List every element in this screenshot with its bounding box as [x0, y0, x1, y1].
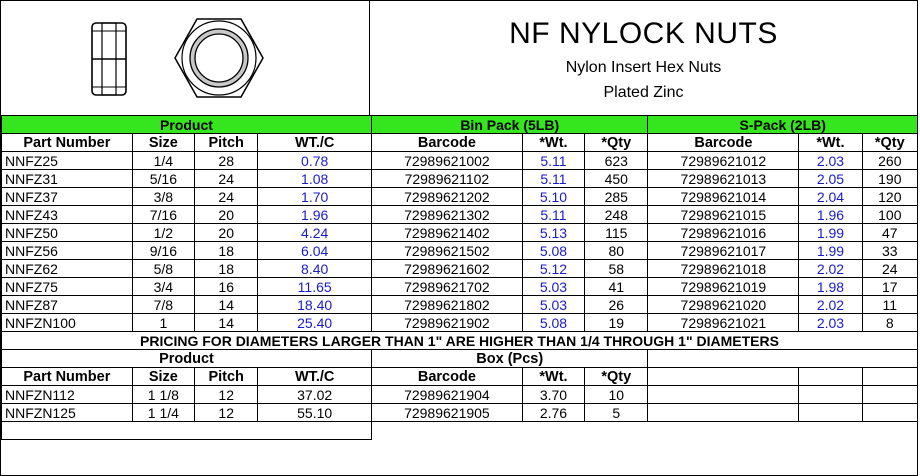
cell-bin-weight: 5.03: [522, 278, 584, 296]
cell-weight-per-c: 6.04: [258, 242, 372, 260]
cell-weight-per-c: 1.96: [258, 206, 372, 224]
col-box-weight: *Wt.: [522, 368, 584, 386]
cell-part-number: NNFZ87: [2, 296, 133, 314]
cell-bin-weight: 5.13: [522, 224, 584, 242]
cell-pitch: 16: [195, 278, 258, 296]
cell-spack-weight: 2.04: [799, 188, 862, 206]
cell-bin-weight: 5.03: [522, 296, 584, 314]
large-column-header-row: [2, 368, 918, 386]
cell-spack-qty: 17: [862, 278, 917, 296]
cell-spack-qty: 260: [862, 152, 917, 170]
cell-bin-qty: 19: [585, 314, 648, 332]
cell-part-number: NNFZ43: [2, 206, 133, 224]
cell-bin-barcode: 72989621402: [371, 224, 522, 242]
cell-weight-per-c: 55.10: [258, 404, 372, 422]
cell-spack-qty: 120: [862, 188, 917, 206]
cell-spack-qty: 11: [862, 296, 917, 314]
cell-spack-weight: 1.99: [799, 224, 862, 242]
col-box-qty: *Qty: [585, 368, 648, 386]
cell-spack-weight: 1.96: [799, 206, 862, 224]
cell-pitch: 20: [195, 224, 258, 242]
cell-bin-weight: 5.12: [522, 260, 584, 278]
cell-box-qty: 5: [585, 404, 648, 422]
cell-bin-barcode: 72989621302: [371, 206, 522, 224]
cell-bin-qty: 80: [585, 242, 648, 260]
cell-spack-qty: 100: [862, 206, 917, 224]
cell-spack-qty: 190: [862, 170, 917, 188]
cell-spack-weight: 1.99: [799, 242, 862, 260]
col-part-number: Part Number: [2, 134, 133, 152]
cell-pitch: 18: [195, 242, 258, 260]
trailing-row: [2, 422, 918, 440]
col-weight-per-c: WT./C: [258, 134, 372, 152]
cell-spack-weight: 2.05: [799, 170, 862, 188]
cell-bin-weight: 5.11: [522, 152, 584, 170]
col-box-barcode: Barcode: [371, 368, 522, 386]
cell-bin-barcode: 72989621002: [371, 152, 522, 170]
cell-bin-qty: 450: [585, 170, 648, 188]
cell-weight-per-c: 18.40: [258, 296, 372, 314]
cell-bin-qty: 623: [585, 152, 648, 170]
cell-pitch: 14: [195, 314, 258, 332]
cell-bin-barcode: 72989621702: [371, 278, 522, 296]
cell-size: 1 1/4: [132, 404, 194, 422]
large-product-header: Product: [2, 350, 372, 368]
cell-box-weight: 3.70: [522, 386, 584, 404]
cell-spack-barcode: 72989621018: [648, 260, 799, 278]
empty-cell: [799, 368, 862, 386]
cell-weight-per-c: 0.78: [258, 152, 372, 170]
box-pcs-header: Box (Pcs): [371, 350, 647, 368]
empty-cell: [648, 404, 799, 422]
cell-spack-barcode: 72989621017: [648, 242, 799, 260]
cell-pitch: 12: [195, 386, 258, 404]
table-row: [2, 296, 918, 314]
cell-spack-barcode: 72989621019: [648, 278, 799, 296]
cell-pitch: 24: [195, 170, 258, 188]
spec-table: [1, 115, 918, 440]
col-bin-qty: *Qty: [585, 134, 648, 152]
cell-part-number: NNFZN100: [2, 314, 133, 332]
cell-pitch: 18: [195, 260, 258, 278]
cell-bin-weight: 5.08: [522, 242, 584, 260]
cell-size: 9/16: [132, 242, 194, 260]
cell-bin-qty: 41: [585, 278, 648, 296]
cell-box-barcode: 72989621904: [371, 386, 522, 404]
table-row: [2, 404, 918, 422]
table-row: [2, 278, 918, 296]
cell-part-number: NNFZ62: [2, 260, 133, 278]
cell-bin-weight: 5.11: [522, 206, 584, 224]
cell-spack-qty: 24: [862, 260, 917, 278]
pricing-note-row: [2, 332, 918, 350]
cell-box-qty: 10: [585, 386, 648, 404]
cell-weight-per-c: 1.70: [258, 188, 372, 206]
cell-spack-qty: 33: [862, 242, 917, 260]
col-bin-weight: *Wt.: [522, 134, 584, 152]
large-group-header-row: [2, 350, 918, 368]
cell-weight-per-c: 37.02: [258, 386, 372, 404]
group-header-row: [2, 116, 918, 134]
cell-bin-qty: 248: [585, 206, 648, 224]
col-part-number: Part Number: [2, 368, 133, 386]
empty-cell: [799, 404, 862, 422]
empty-cell: [648, 386, 799, 404]
table-row: [2, 170, 918, 188]
cell-bin-barcode: 72989621202: [371, 188, 522, 206]
col-bin-barcode: Barcode: [371, 134, 522, 152]
cell-size: 1 1/8: [132, 386, 194, 404]
table-row: [2, 224, 918, 242]
cell-size: 7/8: [132, 296, 194, 314]
table-row: [2, 242, 918, 260]
cell-spack-weight: 2.03: [799, 152, 862, 170]
cell-spack-qty: 47: [862, 224, 917, 242]
product-illustration: [1, 1, 370, 115]
cell-bin-qty: 58: [585, 260, 648, 278]
table-row: [2, 188, 918, 206]
empty-cell: [2, 422, 372, 440]
finish-label: Plated Zinc: [603, 84, 684, 101]
cell-spack-barcode: 72989621015: [648, 206, 799, 224]
table-row: [2, 152, 918, 170]
cell-size: 5/8: [132, 260, 194, 278]
hex-nut-top-view-icon: [171, 15, 267, 101]
col-spack-weight: *Wt.: [799, 134, 862, 152]
cell-spack-barcode: 72989621013: [648, 170, 799, 188]
nut-side-view-icon: [79, 19, 139, 99]
cell-bin-barcode: 72989621502: [371, 242, 522, 260]
cell-bin-qty: 285: [585, 188, 648, 206]
cell-part-number: NNFZ50: [2, 224, 133, 242]
col-weight-per-c: WT./C: [258, 368, 372, 386]
cell-bin-barcode: 72989621102: [371, 170, 522, 188]
cell-bin-barcode: 72989621802: [371, 296, 522, 314]
cell-bin-barcode: 72989621602: [371, 260, 522, 278]
cell-part-number: NNFZ25: [2, 152, 133, 170]
cell-spack-weight: 1.98: [799, 278, 862, 296]
empty-cell: [648, 368, 799, 386]
col-size: Size: [132, 134, 194, 152]
cell-weight-per-c: 4.24: [258, 224, 372, 242]
cell-size: 1/4: [132, 152, 194, 170]
cell-bin-weight: 5.11: [522, 170, 584, 188]
cell-box-weight: 2.76: [522, 404, 584, 422]
cell-bin-weight: 5.10: [522, 188, 584, 206]
cell-pitch: 14: [195, 296, 258, 314]
table-row: [2, 260, 918, 278]
title-block: [370, 1, 917, 115]
cell-weight-per-c: 25.40: [258, 314, 372, 332]
page-title: NF NYLOCK NUTS: [509, 17, 778, 50]
cell-spack-barcode: 72989621014: [648, 188, 799, 206]
pricing-note: PRICING FOR DIAMETERS LARGER THAN 1" ARE HIGHER THAN 1/4 THROUGH 1" DIAMETERS: [2, 332, 918, 350]
empty-cell: [371, 422, 917, 440]
cell-bin-qty: 115: [585, 224, 648, 242]
cell-spack-barcode: 72989621021: [648, 314, 799, 332]
col-size: Size: [132, 368, 194, 386]
cell-part-number: NNFZN112: [2, 386, 133, 404]
cell-part-number: NNFZ56: [2, 242, 133, 260]
cell-bin-barcode: 72989621902: [371, 314, 522, 332]
table-row: [2, 206, 918, 224]
empty-cell: [862, 368, 917, 386]
cell-size: 1: [132, 314, 194, 332]
cell-bin-weight: 5.08: [522, 314, 584, 332]
table-row: [2, 314, 918, 332]
empty-cell: [799, 386, 862, 404]
s-pack-group-header: S-Pack (2LB): [648, 116, 918, 134]
col-pitch: Pitch: [195, 368, 258, 386]
cell-size: 3/4: [132, 278, 194, 296]
cell-pitch: 28: [195, 152, 258, 170]
col-spack-qty: *Qty: [862, 134, 917, 152]
cell-spack-weight: 2.03: [799, 314, 862, 332]
cell-spack-qty: 8: [862, 314, 917, 332]
cell-pitch: 12: [195, 404, 258, 422]
empty-cell: [648, 350, 918, 368]
cell-weight-per-c: 8.40: [258, 260, 372, 278]
cell-pitch: 24: [195, 188, 258, 206]
col-pitch: Pitch: [195, 134, 258, 152]
product-group-header: Product: [2, 116, 372, 134]
cell-spack-barcode: 72989621012: [648, 152, 799, 170]
cell-weight-per-c: 11.65: [258, 278, 372, 296]
cell-part-number: NNFZ37: [2, 188, 133, 206]
cell-spack-weight: 2.02: [799, 296, 862, 314]
col-spack-barcode: Barcode: [648, 134, 799, 152]
bin-pack-group-header: Bin Pack (5LB): [371, 116, 647, 134]
empty-cell: [862, 404, 917, 422]
cell-part-number: NNFZ75: [2, 278, 133, 296]
empty-cell: [862, 386, 917, 404]
cell-part-number: NNFZ31: [2, 170, 133, 188]
cell-spack-barcode: 72989621020: [648, 296, 799, 314]
sheet-header: [1, 1, 917, 116]
cell-weight-per-c: 1.08: [258, 170, 372, 188]
cell-pitch: 20: [195, 206, 258, 224]
table-row: [2, 386, 918, 404]
cell-size: 5/16: [132, 170, 194, 188]
cell-spack-weight: 2.02: [799, 260, 862, 278]
page-subtitle: Nylon Insert Hex Nuts: [565, 59, 722, 76]
cell-spack-barcode: 72989621016: [648, 224, 799, 242]
cell-bin-qty: 26: [585, 296, 648, 314]
cell-part-number: NNFZN125: [2, 404, 133, 422]
column-header-row: [2, 134, 918, 152]
cell-box-barcode: 72989621905: [371, 404, 522, 422]
cell-size: 1/2: [132, 224, 194, 242]
cell-size: 7/16: [132, 206, 194, 224]
cell-size: 3/8: [132, 188, 194, 206]
